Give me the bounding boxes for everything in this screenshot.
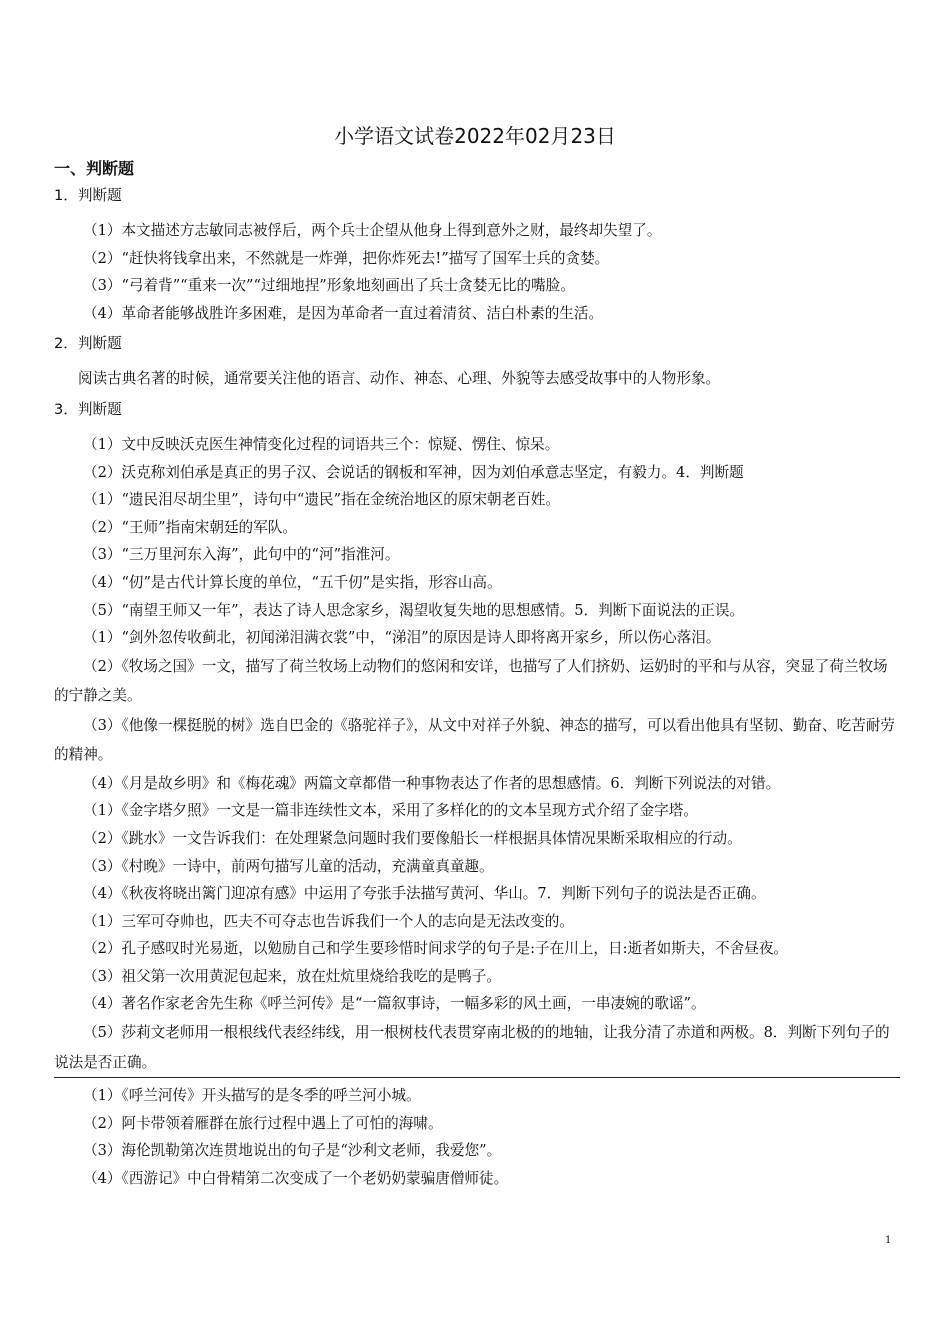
section-heading: 一、判断题 [54, 159, 135, 178]
list-item: （2）“王师”指南宋朝廷的军队。 [83, 518, 297, 536]
list-item: （4）《西游记》中白骨精第二次变成了一个老奶奶蒙骗唐僧师徒。 [83, 1169, 509, 1187]
list-item: （2）阿卡带领着雁群在旅行过程中遇上了可怕的海啸。 [83, 1114, 443, 1132]
list-item: （2）《牧场之国》一文，描写了荷兰牧场上动物们的悠闲和安详，也描写了人们挤奶、运奶时的平和与从容，突显了荷兰牧场的宁静之美。 [54, 657, 888, 705]
question-type: 判断题 [77, 335, 122, 353]
document-body [54, 184, 900, 1192]
list-item: （4）《秋夜将晓出篱门迎凉有感》中运用了夸张手法描写黄河、华山。7．判断下列句子的说法是否正确。 [83, 885, 766, 903]
list-item: （1）“剑外忽传收蓟北，初闻涕泪满衣裳”中，“涕泪”的原因是诗人即将离开家乡，所以伤心落泪。 [83, 629, 721, 647]
question-number: 1． [54, 187, 78, 204]
list-item: （4）革命者能够战胜许多困难，是因为革命者一直过着清贫、洁白朴素的生活。 [83, 304, 604, 322]
question-3-heading [54, 398, 900, 431]
list-item: （1）《金字塔夕照》一文是一篇非连续性文本，采用了多样化的的文本呈现方式介绍了金字塔。 [83, 802, 698, 820]
list-item: （1）三军可夺帅也，匹夫不可夺志也告诉我们一个人的志向是无法改变的。 [83, 912, 574, 930]
list-item: （1）本文描述方志敏同志被俘后，两个兵士企望从他身上得到意外之财，最终却失望了。 [83, 222, 662, 239]
list-item: （3）《他像一棵挺脱的树》选自巴金的《骆驼祥子》，从文中对祥子外貌、神态的描写，可以看出他具有坚韧、勤奋、吃苦耐劳的精神。 [54, 716, 895, 764]
question-2-text: 阅读古典名著的时候，通常要关注他的语言、动作、神态、心理、外貌等去感受故事中的人物形象。 [78, 370, 721, 388]
list-item: （1）“遗民泪尽胡尘里”，诗句中“遗民”指在金统治地区的原宋朝老百姓。 [83, 491, 560, 509]
question-2-heading [54, 332, 900, 365]
question-1-heading [54, 184, 900, 217]
list-item: （3）祖父第一次用黄泥包起来，放在灶炕里烧给我吃的是鸭子。 [83, 967, 501, 985]
list-item: （1）《呼兰河传》开头描写的是冬季的呼兰河小城。 [83, 1087, 421, 1105]
list-item: （5）“南望王师又一年”，表达了诗人思念家乡，渴望收复失地的思想感情。5．判断下面说法的正误。 [83, 601, 745, 619]
list-item: （3）《村晚》一诗中，前两句描写儿童的活动，充满童真童趣。 [83, 857, 494, 875]
list-item: （1）文中反映沃克医生神情变化过程的词语共三个：惊疑、愣住、惊呆。 [83, 435, 560, 453]
section-divider [54, 1077, 900, 1078]
list-item: （4）“仞”是古代计算长度的单位，“五千仞”是实指，形容山高。 [83, 573, 502, 591]
question-number: 3． [54, 400, 78, 418]
list-item: （3）“弓着背”“重来一次”“过细地捏”形象地刻画出了兵士贪婪无比的嘴脸。 [83, 277, 575, 295]
list-item: （2）孔子感叹时光易逝，以勉励自己和学生要珍惜时间求学的句子是:子在川上，日:逝者如斯夫，不舍昼夜。 [83, 940, 789, 958]
page-number: 1 [885, 1235, 892, 1246]
list-item: （2）《跳水》一文告诉我们：在处理紧急问题时我们要像船长一样根据具体情况果断采取相应的行动。 [83, 829, 742, 847]
question-type: 判断题 [77, 187, 122, 204]
list-item: （3）海伦凯勒第次连贯地说出的句子是“沙利文老师，我爱您”。 [83, 1142, 502, 1160]
list-item: （3）“三万里河东入海”，此句中的“河”指淮河。 [83, 546, 400, 564]
page-title: 小学语文试卷2022年02月23日 [334, 124, 616, 148]
list-item: （4）《月是故乡明》和《梅花魂》两篇文章都借一种事物表达了作者的思想感情。6．判断下列说法的对错。 [83, 774, 781, 792]
question-number: 2． [54, 335, 78, 353]
question-type: 判断题 [77, 400, 122, 418]
list-item: （2）“赶快将钱拿出来，不然就是一炸弹，把你炸死去!”描写了国军士兵的贪婪。 [83, 249, 610, 267]
list-item: （5）莎莉文老师用一根根线代表经纬线，用一根树枝代表贯穿南北极的的地轴，让我分清了赤道和两极。8．判断下列句子的说法是否正确。 [54, 1024, 890, 1071]
list-item: （4）著名作家老舍先生称《呼兰河传》是“一篇叙事诗，一幅多彩的风土画，一串凄婉的歌谣”。 [83, 995, 706, 1013]
list-item: （2）沃克称刘伯承是真正的男子汉、会说话的钢板和军神，因为刘伯承意志坚定，有毅力。4．判断题 [83, 463, 744, 481]
